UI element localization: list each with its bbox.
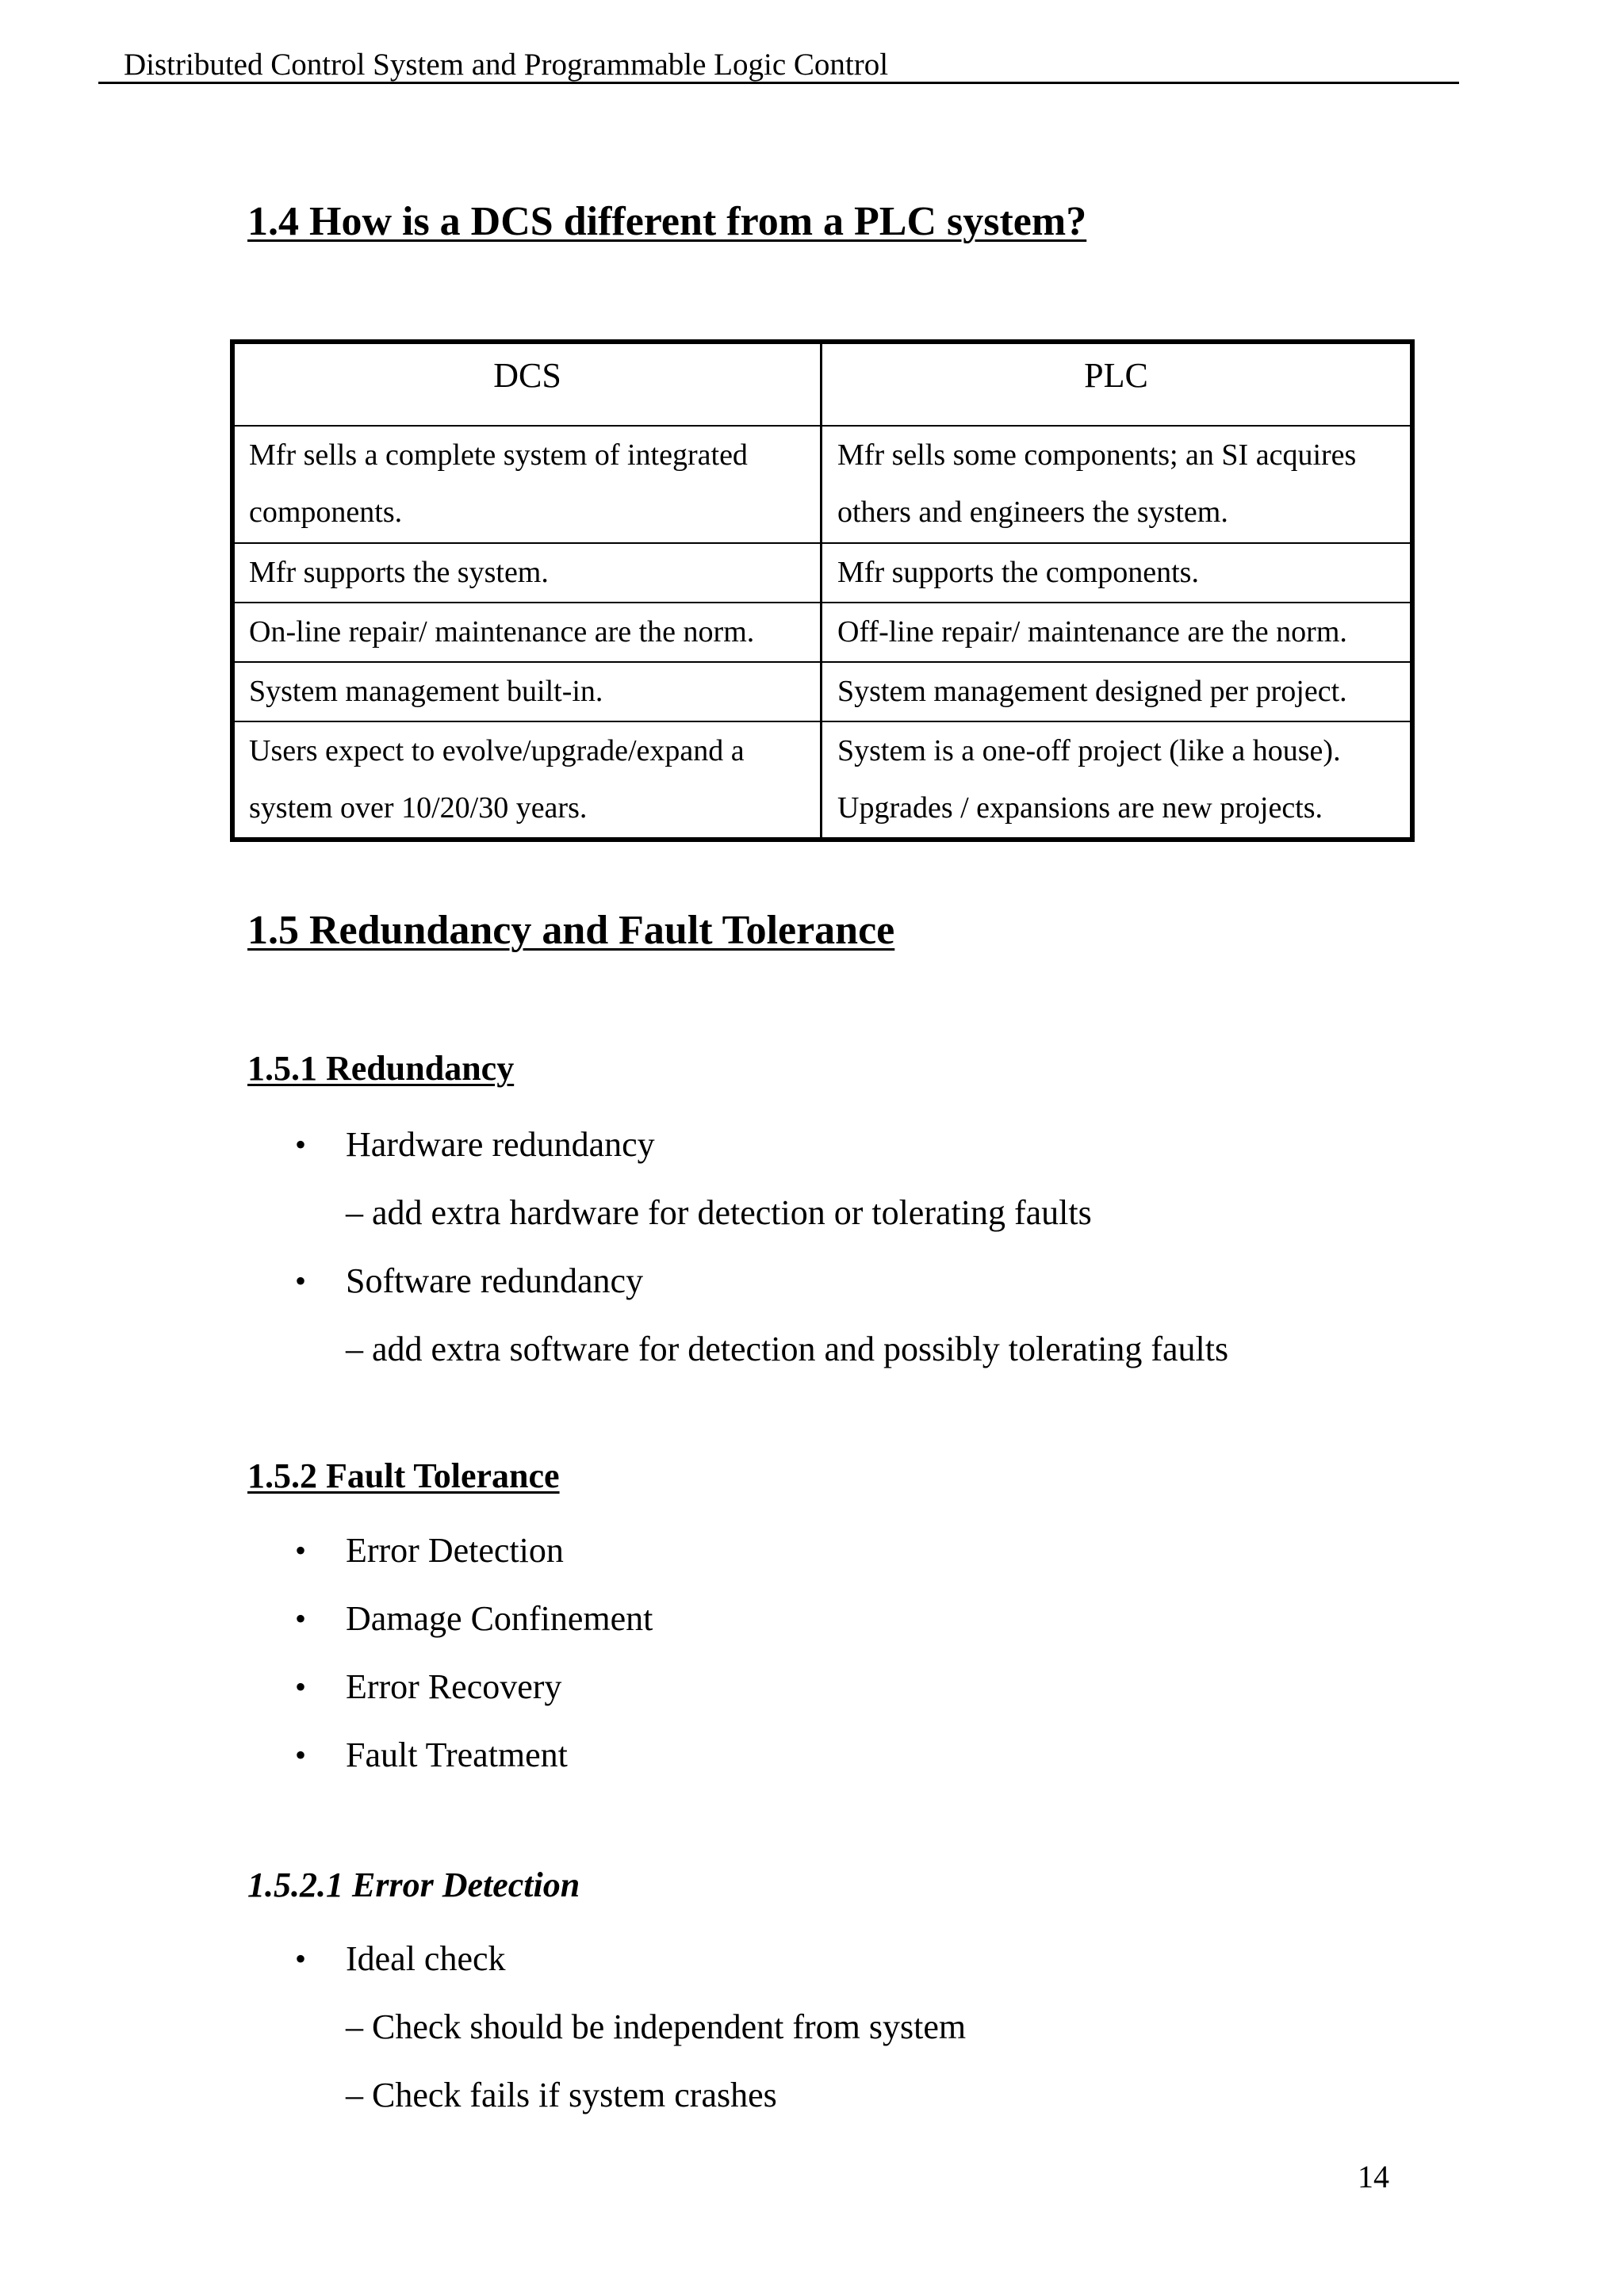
list-item-label: Fault Treatment [346,1735,568,1774]
table-row [235,603,1410,663]
table-cell-dcs: Mfr supports the system. [249,556,549,589]
table-cell-plc: Mfr sells some components; an SI acquires others and engineers the system. [837,438,1357,529]
list-item-label: Ideal check [346,1939,506,1978]
bullet-icon: • [295,1533,307,1568]
list-item [295,1585,653,1653]
table-row [235,427,1410,544]
table-header-dcs: DCS [493,356,561,395]
table-cell-plc: Off-line repair/ maintenance are the norm. [837,615,1347,649]
table-cell-dcs: Mfr sells a complete system of integrated components. [249,438,748,529]
table-row [235,663,1410,722]
table-header-plc: PLC [1084,356,1148,395]
table-row [235,722,1410,837]
table-cell-dcs: System management built-in. [249,675,603,708]
bullet-icon: • [295,1941,307,1976]
list-item-note: – add extra software for detection and possibly tolerating faults [346,1330,1229,1368]
section-heading-1-5: 1.5 Redundancy and Fault Tolerance [247,908,895,953]
list-item-note: – Check fails if system crashes [346,2076,777,2114]
list-item [295,1653,653,1721]
section-heading-1-4: 1.4 How is a DCS different from a PLC system? [247,199,1087,244]
list-item-label: Hardware redundancy [346,1125,655,1164]
subsubsection-heading-error-detection: 1.5.2.1 Error Detection [247,1866,580,1904]
table-header-row [235,344,1410,427]
list-item [295,1517,653,1585]
bullet-icon: • [295,1127,307,1162]
list-item [295,1925,966,2130]
running-header [98,46,1459,84]
bullet-icon: • [295,1601,307,1636]
table-row [235,544,1410,603]
table-cell-plc: Mfr supports the components. [837,556,1199,589]
subsection-heading-fault-tolerance: 1.5.2 Fault Tolerance [247,1456,560,1495]
fault-tolerance-list [295,1517,653,1789]
list-item-note: – add extra hardware for detection or tolerating faults [346,1193,1092,1232]
table-cell-dcs: On-line repair/ maintenance are the norm. [249,615,755,649]
error-detection-list [295,1925,966,2130]
running-header-title: Distributed Control System and Programmable Logic Control [124,48,889,82]
page-number: 14 [1358,2159,1389,2195]
table-cell-dcs: Users expect to evolve/upgrade/expand a system over 10/20/30 years. [249,734,745,825]
list-item-label: Error Recovery [346,1667,562,1706]
subsection-heading-redundancy: 1.5.1 Redundancy [247,1049,515,1088]
table-cell-plc: System is a one-off project (like a house). Upgrades / expansions are new projects. [837,734,1341,825]
list-item [295,1721,653,1789]
bullet-icon: • [295,1737,307,1773]
list-item-label: Damage Confinement [346,1599,653,1638]
list-item-label: Software redundancy [346,1261,644,1300]
list-item [295,1111,1228,1247]
redundancy-list [295,1111,1228,1383]
table-cell-plc: System management designed per project. [837,675,1347,708]
list-item-note: – Check should be independent from system [346,2007,967,2046]
dcs-plc-comparison-table [230,339,1415,842]
list-item-label: Error Detection [346,1531,564,1570]
bullet-icon: • [295,1263,307,1299]
list-item [295,1247,1228,1383]
bullet-icon: • [295,1669,307,1705]
